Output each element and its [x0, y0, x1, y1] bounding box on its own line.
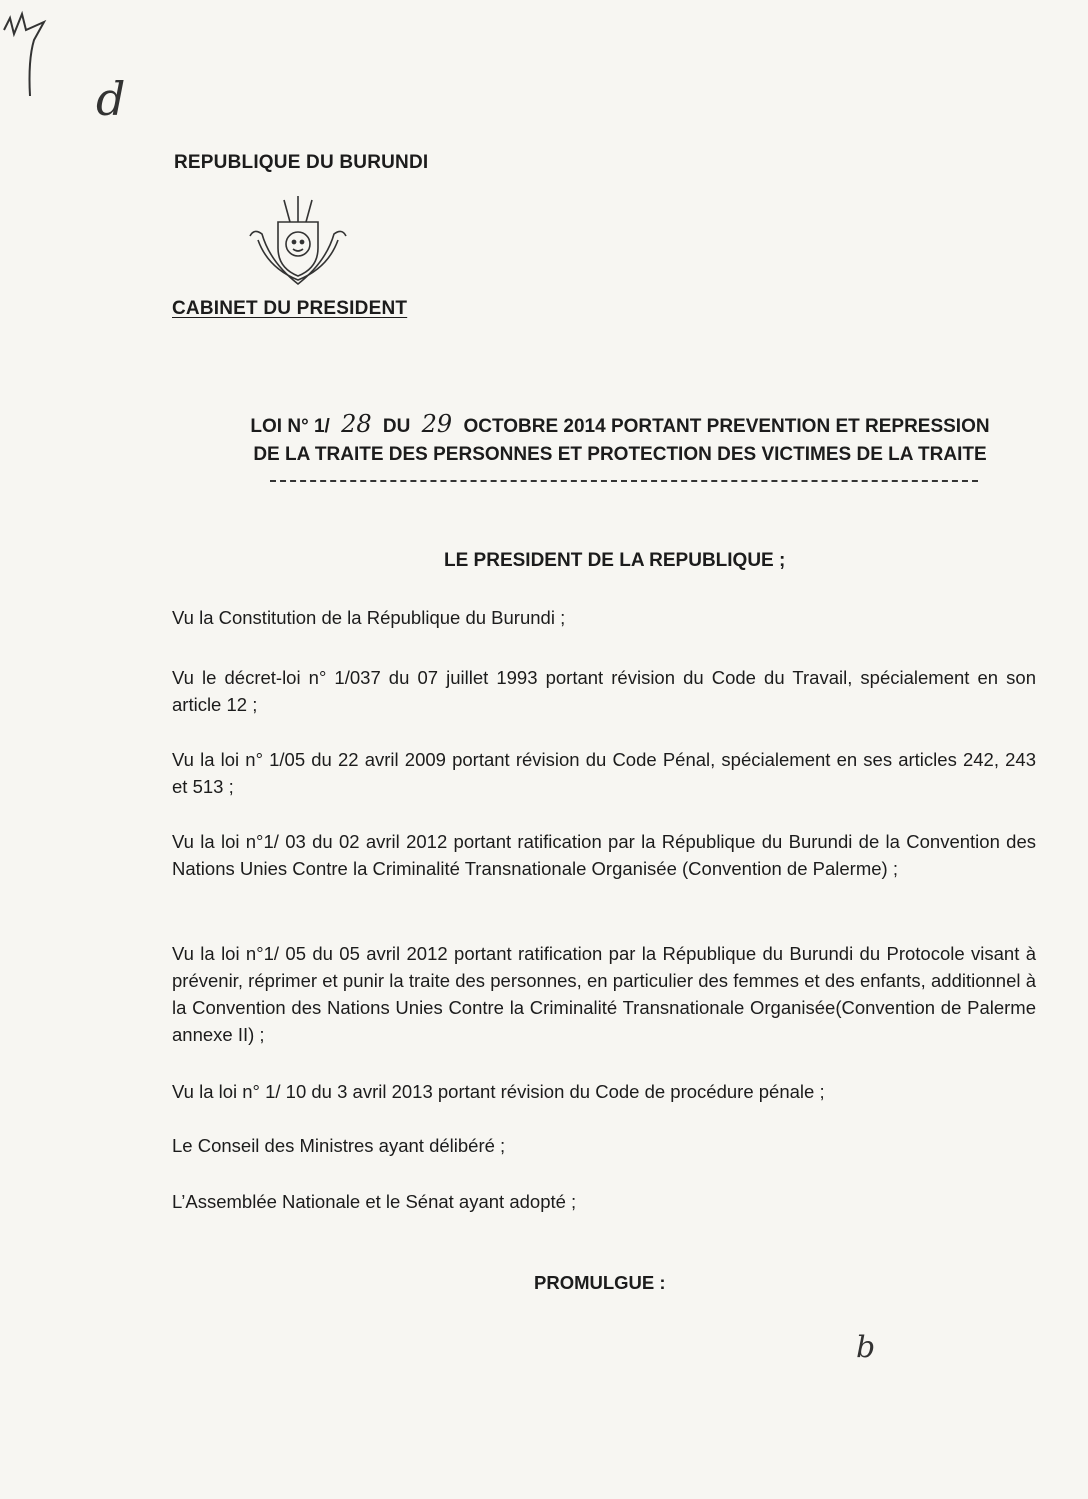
title-divider — [270, 480, 978, 482]
handwritten-corner-mark: d — [96, 72, 126, 126]
visa-paragraph: Vu la loi n° 1/ 10 du 3 avril 2013 portant révision du Code de procédure pénale ; — [172, 1081, 825, 1102]
handwritten-day: 29 — [421, 410, 453, 438]
promulgue-heading: PROMULGUE : — [534, 1272, 666, 1293]
visa-paragraph: Vu la loi n°1/ 03 du 02 avril 2012 portant ratification par la République du Burundi de la Convention des Nations Unies Contre la Criminalité Transnationale Organisée (Convention de Palerme) ; — [172, 831, 1036, 879]
president-heading: LE PRESIDENT DE LA REPUBLIQUE ; — [444, 550, 786, 571]
visa-paragraph: Vu la Constitution de la République du Burundi ; — [172, 607, 566, 628]
visa-paragraph: Le Conseil des Ministres ayant délibéré ; — [172, 1135, 506, 1156]
republic-heading: REPUBLIQUE DU BURUNDI — [174, 152, 429, 173]
law-title-du: DU — [382, 416, 411, 437]
law-title-prefix: LOI N° 1/ — [250, 416, 330, 437]
visa-paragraph: L’Assemblée Nationale et le Sénat ayant adopté ; — [172, 1191, 577, 1212]
law-title-line-2: DE LA TRAITE DES PERSONNES ET PROTECTION DES VICTIMES DE LA TRAITE — [253, 444, 987, 465]
handwritten-law-number: 28 — [341, 410, 372, 438]
handwritten-signature-icon — [0, 0, 50, 100]
visa-paragraph: Vu la loi n°1/ 05 du 05 avril 2012 portant ratification par la République du Burundi du Protocole visant à prévenir, réprimer et punir la traite des personnes, en particulier des femmes et des enfants, additionnel à la Convention des Nations Unies Contre la Criminalité Transnationale Organisée(Convention de Palerme annexe II) ; — [172, 943, 1036, 1045]
visa-paragraph: Vu le décret-loi n° 1/037 du 07 juillet 1993 portant révision du Code du Travail, spécialement en son article 12 ; — [172, 667, 1036, 715]
law-title-rest: OCTOBRE 2014 PORTANT PREVENTION ET REPRESSION — [463, 416, 990, 437]
handwritten-initial-right: b — [856, 1330, 876, 1365]
cabinet-heading: CABINET DU PRESIDENT — [172, 298, 408, 319]
law-title — [180, 410, 1060, 469]
law-title-line-1 — [180, 410, 1060, 441]
visa-paragraph: Vu la loi n° 1/05 du 22 avril 2009 portant révision du Code Pénal, spécialement en ses articles 242, 243 et 513 ; — [172, 749, 1036, 797]
coat-of-arms-icon — [244, 192, 352, 288]
